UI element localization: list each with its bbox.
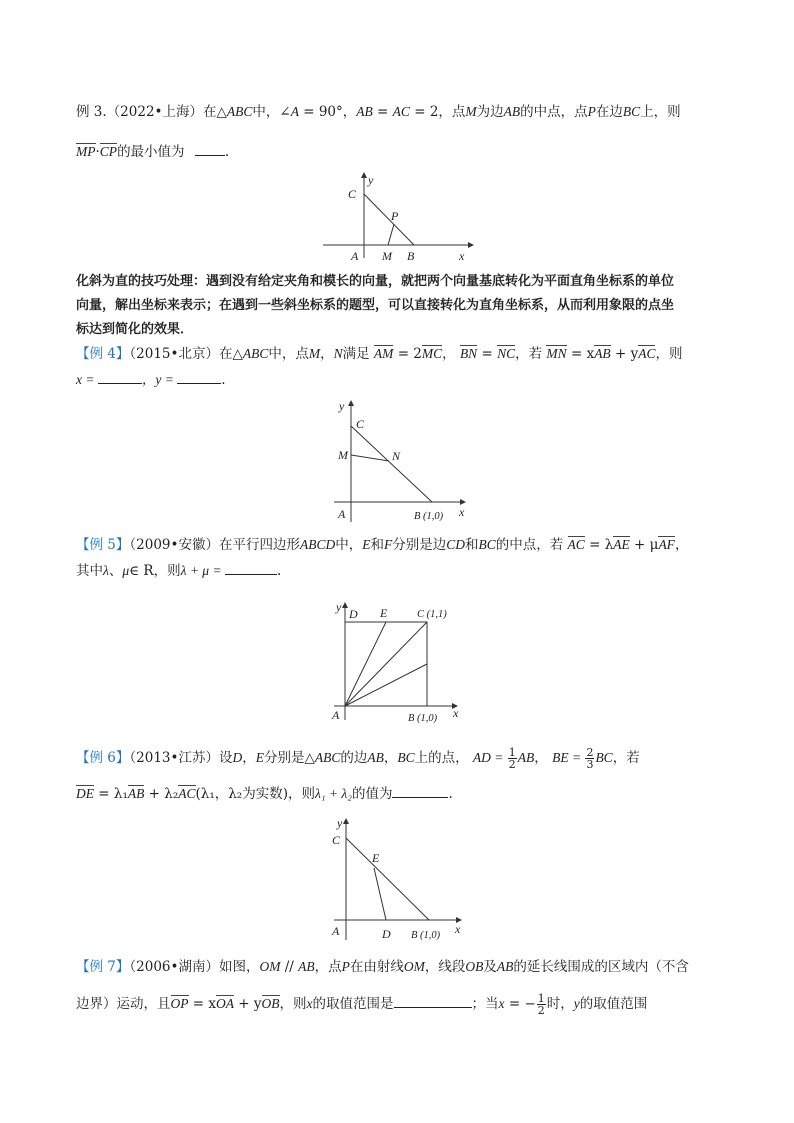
ex5-text: 的中点，若 — [495, 537, 564, 553]
tip-line-1: 化斜为直的技巧处理：遇到没有给定夹角和模长的向量，就把两个向量基底转化为平面直角坐标系的单位 — [76, 274, 675, 289]
ex7-line-2 — [76, 993, 647, 1016]
label-y: y — [337, 816, 343, 830]
ex5-line-1 — [76, 535, 688, 555]
ex5-text: ∈ R，则 — [129, 563, 181, 579]
label-a: A — [338, 507, 346, 521]
ex3-text: 上，则 — [640, 104, 681, 120]
ex3-text: = 90°， — [298, 104, 357, 120]
ex6-sum: λ₁ + λ₂ — [315, 786, 352, 801]
ex5-bc: BC — [478, 537, 496, 552]
ex5-text: = λ — [584, 537, 614, 553]
label-y: y — [368, 173, 374, 187]
ex4-y-label: ，y = — [141, 372, 178, 387]
ex5-text: 和 — [464, 537, 479, 553]
ex7-om: OM — [403, 959, 425, 974]
label-d: D — [349, 607, 358, 621]
ex7-om: OM — [259, 959, 281, 974]
ex6-bc: BC — [595, 750, 613, 765]
ex3-line-2 — [76, 142, 229, 162]
label-y: y — [339, 399, 345, 413]
ex5-source: （2009•安徽）在平行四边形 — [129, 537, 300, 553]
ex4-n: N — [333, 346, 343, 361]
ex5-e: E — [362, 537, 371, 552]
ex7-tag: 【例 7】 — [76, 959, 130, 975]
vector-ae: AE — [613, 535, 630, 555]
fraction-numerator: 1 — [537, 992, 545, 1005]
ex4-text: = 2 — [393, 346, 422, 362]
figure-ex3 — [318, 170, 478, 265]
figure-ex5 — [328, 600, 478, 724]
ex4-end: . — [221, 372, 226, 388]
ex4-line-1 — [76, 344, 682, 364]
ex7-p: P — [341, 959, 350, 974]
ex3-ab: AB — [503, 104, 521, 119]
label-c: C — [356, 417, 365, 431]
label-x: x — [459, 505, 465, 519]
ex3-line-1 — [76, 102, 681, 122]
ex4-triangle: ABC — [242, 346, 269, 361]
segment-af — [345, 664, 427, 706]
ex6-text: 上的点， — [414, 750, 469, 766]
ex7-y: y — [573, 996, 580, 1011]
ex6-be: BE = — [552, 750, 585, 765]
fraction-numerator: 1 — [508, 746, 516, 759]
vector-cp: CP — [100, 142, 117, 162]
label-a: A — [351, 249, 359, 263]
ex7-text: ，线段 — [424, 959, 466, 975]
label-x: x — [455, 922, 461, 936]
ex3-angle-a: A — [290, 104, 299, 119]
ex4-x-label: x = — [76, 372, 98, 387]
tip-line-2: 向量，解出坐标来表示；在遇到一些斜坐标系的题型，可以直接转化为直角坐标系，从而利用象限的点坐 — [76, 298, 675, 313]
ex6-d: D — [232, 750, 243, 765]
ex7-text: 边界）运动，且 — [76, 996, 171, 1012]
ex7-text: ，点 — [314, 959, 342, 975]
ex7-text: = − — [504, 996, 536, 1012]
vector-mc: MC — [422, 344, 442, 364]
ex4-text: ， — [320, 346, 334, 362]
y-axis-arrow — [343, 818, 349, 824]
ex7-text: = x — [188, 996, 217, 1012]
ex6-text: 的值为 — [351, 786, 393, 802]
label-m: M — [338, 448, 348, 462]
ex5-sum: λ + μ = — [180, 563, 225, 578]
ex5-text: 中， — [335, 537, 363, 553]
ex5-end: . — [276, 563, 282, 579]
ex6-ab: AB — [517, 750, 535, 765]
ex7-x: x — [498, 996, 505, 1011]
label-x: x — [453, 706, 459, 720]
fraction-denominator: 2 — [508, 758, 516, 771]
ex6-ab: AB — [367, 750, 384, 765]
ex4-m: M — [308, 346, 321, 361]
ex4-text: ， — [442, 346, 456, 362]
vector-mp: MP — [76, 142, 96, 162]
ex5-text: 其中 — [76, 563, 103, 579]
label-a: A — [332, 924, 340, 938]
label-b: B (1,0) — [408, 713, 438, 724]
vector-ab: AB — [128, 784, 145, 804]
ex3-text: 为边 — [476, 104, 504, 120]
ex6-ad: AD = — [472, 750, 507, 765]
ex5-mu: μ — [122, 563, 130, 578]
y-axis-arrow — [342, 602, 348, 608]
label-d: D — [382, 927, 391, 941]
ex6-text: 的边 — [340, 750, 368, 766]
ex4-text: + y — [610, 346, 639, 362]
ex3-text: 在边 — [595, 104, 623, 120]
answer-blank-y — [177, 370, 221, 384]
fraction-denominator: 2 — [537, 1004, 545, 1017]
ex6-text: ， — [242, 750, 256, 766]
ex3-m: M — [465, 104, 477, 119]
ex3-text: = 2，点 — [409, 104, 466, 120]
ex6-bc: BC — [397, 750, 415, 765]
ex3-text: 的中点，点 — [520, 104, 588, 120]
ex6-e: E — [255, 750, 264, 765]
ex5-lambda: λ — [103, 563, 109, 578]
ex4-text: = x — [566, 346, 595, 362]
ex7-parallel: // — [280, 959, 299, 975]
vector-oa: OA — [216, 994, 234, 1014]
segment-ae — [345, 622, 386, 706]
ex6-text: = λ₁ — [94, 786, 128, 802]
y-axis-arrow — [348, 400, 354, 406]
ex7-x: x — [306, 996, 313, 1011]
tip-line-3: 标达到简化的效果． — [76, 322, 194, 337]
ex5-text: 分别是边 — [392, 537, 447, 553]
ex6-tag: 【例 6】 — [76, 750, 130, 766]
ex6-text: 分别是△ — [263, 750, 315, 766]
ex7-text: + y — [234, 996, 262, 1012]
ex7-text: 时， — [546, 996, 574, 1012]
ex7-text: 的延长线围成的区域内（不含 — [513, 959, 689, 975]
ex3-prefix: 例 3.（2022•上海）在△ — [76, 104, 227, 120]
ex4-text: ，则 — [655, 346, 683, 362]
ex5-cd: CD — [446, 537, 465, 552]
figure-ex4 — [328, 398, 478, 526]
label-b: B — [407, 249, 415, 263]
ex4-tag: 【例 4】 — [76, 346, 130, 362]
ex3-ab: AB — [356, 104, 373, 119]
label-p: P — [391, 209, 399, 223]
ex7-text: ，则 — [279, 996, 307, 1012]
ex4-text: = — [477, 346, 498, 362]
ex6-end: . — [448, 786, 453, 802]
label-y: y — [336, 600, 342, 614]
ex5-text: 和 — [370, 537, 384, 553]
segment-cb — [364, 194, 414, 245]
answer-blank — [195, 142, 225, 156]
label-x: x — [459, 249, 465, 263]
ex4-source: （2015•北京）在△ — [129, 346, 243, 362]
ex5-text: + μ — [629, 537, 659, 553]
vector-de: DE — [76, 784, 94, 804]
segment-mp — [388, 224, 394, 245]
ex4-line-2 — [76, 370, 226, 390]
ex7-ab: AB — [496, 959, 514, 974]
label-e: E — [380, 606, 388, 620]
ex7-text: 在由射线 — [349, 959, 404, 975]
vector-ac: AC — [568, 535, 585, 555]
segment-cb — [346, 838, 429, 920]
ex4-text: 满足 — [342, 346, 370, 362]
vector-bn: BN — [460, 344, 477, 364]
ex7-text: 及 — [483, 959, 497, 975]
vector-mn: MN — [546, 344, 566, 364]
ex3-text: 的最小值为 — [117, 144, 185, 160]
answer-blank — [392, 784, 448, 798]
label-b: B (1,0) — [411, 930, 441, 941]
ex6-source: （2013•江苏）设 — [129, 750, 233, 766]
ex3-ac: AC — [392, 104, 410, 119]
ex7-line-1 — [76, 957, 689, 977]
x-axis-arrow — [468, 242, 474, 248]
vector-ob: OB — [262, 994, 280, 1014]
ex7-ob: OB — [465, 959, 484, 974]
ex6-text: + λ₂ — [144, 786, 179, 802]
figure-ex6 — [328, 816, 478, 944]
y-axis-arrow — [361, 172, 367, 178]
label-b: B (1,0) — [414, 511, 444, 522]
ex3-end: . — [224, 144, 230, 160]
ex6-text: (λ₁，λ₂为实数)，则 — [195, 786, 315, 802]
fraction-numerator: 2 — [586, 746, 594, 759]
vector-ac: AC — [178, 784, 195, 804]
vector-ac: AC — [638, 344, 655, 364]
ex7-text: ；当 — [471, 996, 499, 1012]
ex7-text: 的取值范围 — [579, 996, 648, 1012]
ex3-bc: BC — [622, 104, 641, 119]
ex3-text: 中，∠ — [252, 104, 291, 120]
label-a: A — [332, 708, 340, 722]
ex6-line-2 — [76, 784, 453, 804]
fraction-two-thirds — [585, 747, 594, 770]
vector-af: AF — [658, 535, 675, 555]
answer-blank-x — [98, 370, 142, 384]
ex7-source: （2006•湖南）如图， — [129, 959, 260, 975]
ex7-ab: AB — [298, 959, 315, 974]
ex3-text: = — [372, 104, 393, 120]
ex5-text: 、 — [108, 563, 123, 579]
vector-ab: AB — [594, 344, 611, 364]
label-m: M — [382, 249, 392, 263]
ex6-text: ， — [383, 750, 398, 766]
label-n: N — [392, 449, 401, 463]
ex6-line-1 — [76, 747, 640, 770]
label-c: C — [332, 833, 341, 847]
ex4-text: ，若 — [515, 346, 543, 362]
answer-blank — [225, 561, 277, 575]
vector-am: AM — [374, 344, 394, 364]
ex4-text: 中，点 — [268, 346, 309, 362]
ex7-text: 的取值范围是 — [312, 996, 394, 1012]
label-e: E — [372, 851, 380, 865]
fraction-one-half — [508, 747, 517, 770]
ex5-text: ， — [674, 537, 689, 553]
vector-nc: NC — [497, 344, 515, 364]
label-c: C (1,1) — [417, 609, 447, 620]
segment-cb — [351, 426, 432, 502]
ex5-line-2 — [76, 561, 281, 581]
ex6-text: ，若 — [612, 750, 640, 766]
vector-op: OP — [171, 994, 189, 1014]
answer-blank-x — [394, 994, 472, 1008]
fraction-denominator: 3 — [586, 758, 594, 771]
ex6-triangle: ABC — [314, 750, 341, 765]
segment-ac — [345, 622, 427, 706]
ex3-p: P — [587, 104, 596, 119]
ex6-text: ， — [534, 750, 548, 766]
fraction-one-half — [537, 993, 546, 1016]
ex5-f: F — [383, 537, 393, 552]
ex5-abcd: ABCD — [299, 537, 336, 552]
label-c: C — [348, 187, 357, 201]
dot-operator: · — [95, 144, 100, 160]
ex5-tag: 【例 5】 — [76, 537, 130, 553]
ex3-triangle: ABC — [226, 104, 253, 119]
